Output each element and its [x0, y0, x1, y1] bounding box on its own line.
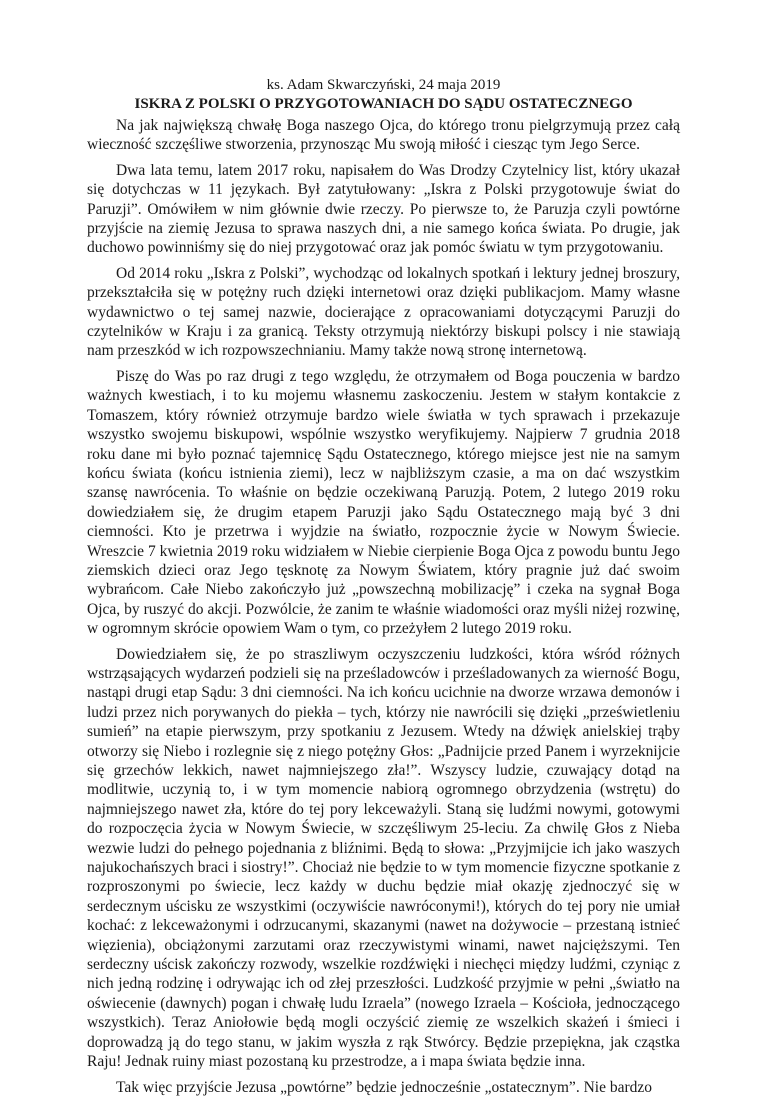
paragraph-1: Na jak największą chwałę Boga naszego Ojca, do którego tronu pielgrzymują przez całą wieczność szczęśliwe stworzenia, przynosząc Mu swoją miłość i ciesząc tym Jego Serce. [87, 117, 680, 154]
paragraph-2: Dwa lata temu, latem 2017 roku, napisałem do Was Drodzy Czytelnicy list, który ukazał się dotychczas w 11 językach. Był zatytułowany: „Iskra z Polski przygotowuje świat do Paruzji”. Omówiłem w nim głównie dwie rzeczy. Po pierwsze to, że Paruzja czyli powtórne przyjście na ziemię Jezusa to sprawa naszych dni, a nie samego końca świata. Po drugie, jak duchowo powinniśmy się do niej przygotować oraz jak pomóc światu w tym przygotowaniu. [87, 161, 680, 257]
document-title: ISKRA Z POLSKI O PRZYGOTOWANIACH DO SĄDU OSTATECZNEGO [134, 96, 633, 112]
paragraph-5: Dowiedziałem się, że po straszliwym oczyszczeniu ludzkości, która wśród różnych wstrząsających wydarzeń podzieli się na prześladowców i prześladowanych za wierność Bogu, nastąpi drugi etap Sądu: 3 dni ciemności. Na ich końcu ucichnie na dworze wrzawa demonów i ludzi przez nich porywanych do piekła – tych, którzy nie nawrócili się dzięki „prześwietleniu sumień” na etapie pierwszym, przy spotkaniu z Jezusem. Wtedy na dźwięk anielskiej trąby otworzy się Niebo i rozlegnie się z niego potężny Głos: „Padnijcie przed Panem i wyrzeknijcie się grzechów lekkich, nawet najmniejszego zła!”. Wszyscy ludzie, czuwający dotąd na modlitwie, uczynią to, i w tym momencie nabiorą ogromnego obrzydzenia (wstrętu) do najmniejszego nawet zła, które do tej pory lekceważyli. Staną się ludźmi nowymi, gotowymi do rozpoczęcia życia w Nowym Świecie, w szczęśliwym 25-leciu. Za chwilę Głos z Nieba wezwie ludzi do pełnego pojednania z bliźnimi. Będą to słowa: „Przyjmijcie ich jako waszych najukochańszych braci i siostry!”. Chociaż nie będzie to w tym momencie fizyczne spotkanie z rozproszonymi po świecie, lecz każdy w duchu będzie miał okazję zjednoczyć się w serdecznym uścisku ze wszystkimi (oczywiście nawróconymi!), których do tej pory nie umiał kochać: z lekceważonymi i odrzucanymi, skazanymi (nawet na dożywocie – przestaną istnieć więzienia), obciążonymi zarzutami oraz rzeczywistymi winami, nawet najcięższymi. Ten serdeczny uścisk zakończy rozwody, wszelkie rozdźwięki i niechęci między ludźmi, czyniąc z nich jedną rodzinę i odrywając ich od złej przeszłości. Ludzkość przyjmie w pełni „światło na oświecenie (dawnych) pogan i chwałę ludu Izraela” (nowego Izraela – Kościoła, jednoczącego wszystkich). Teraz Aniołowie będą mogli oczyścić ziemię ze wszelkich skażeń i śmieci i doprowadzą ją do tego stanu, w jakim wyszła z rąk Stwórcy. Będzie przepiękna, jak cząstka Raju! Jednak ruiny miast pozostaną ku przestrodze, a i mapa świata będzie inna. [87, 645, 680, 1071]
paragraph-6: Tak więc przyjście Jezusa „powtórne” będzie jednocześnie „ostatecznym”. Nie bardzo [116, 1078, 652, 1096]
document-content [87, 0, 680, 1097]
paragraph-3: Od 2014 roku „Iskra z Polski”, wychodząc od lokalnych spotkań i lektury jednej broszury, przekształciła się w potężny ruch dzięki internetowi oraz dzięki publikacjom. Mamy własne wydawnictwo o tej samej nazwie, docierające z opracowaniami dotyczącymi Paruzji do czytelników w Kraju i za granicą. Teksty otrzymują niektórzy biskupi polscy i nie stawiają nam przeszkód w ich rozpowszechnianiu. Mamy także nową stronę internetową. [87, 264, 680, 360]
paragraph-4: Piszę do Was po raz drugi z tego względu, że otrzymałem od Boga pouczenia w bardzo ważnych kwestiach, i to ku mojemu własnemu zaskoczeniu. Jestem w stałym kontakcie z Tomaszem, który również otrzymuje bardzo wiele światła w tych sprawach i przekazuje wszystko swojemu biskupowi, wspólnie wszystko weryfikujemy. Najpierw 7 grudnia 2018 roku dane mi było poznać tajemnicę Sądu Ostatecznego, którego miejsce jest nie na samym końcu świata (końcu istnienia ziemi), lecz w najbliższym czasie, a ma on dać wszystkim szansę nawrócenia. To właśnie on będzie oczekiwaną Paruzją. Potem, 2 lutego 2019 roku dowiedziałem się, że drugim etapem Paruzji jako Sądu Ostatecznego mają być 3 dni ciemności. Kto je przetrwa i wyjdzie na światło, rozpocznie życie w Nowym Świecie. Wreszcie 7 kwietnia 2019 roku widziałem w Niebie cierpienie Boga Ojca z powodu buntu Jego ziemskich dzieci oraz Jego tęsknotę za Nowym Światem, który pragnie już dać swoim wybrańcom. Całe Niebo zakończyło już „powszechną mobilizację” i czeka na sygnał Boga Ojca, by ruszyć do akcji. Pozwólcie, że zanim te właśnie wiadomości oraz myśli niżej rozwinę, w ogromnym skrócie opowiem Wam o tym, co przeżyłem 2 lutego 2019 roku. [87, 367, 680, 638]
author-date-line: ks. Adam Skwarczyński, 24 maja 2019 [266, 77, 501, 93]
